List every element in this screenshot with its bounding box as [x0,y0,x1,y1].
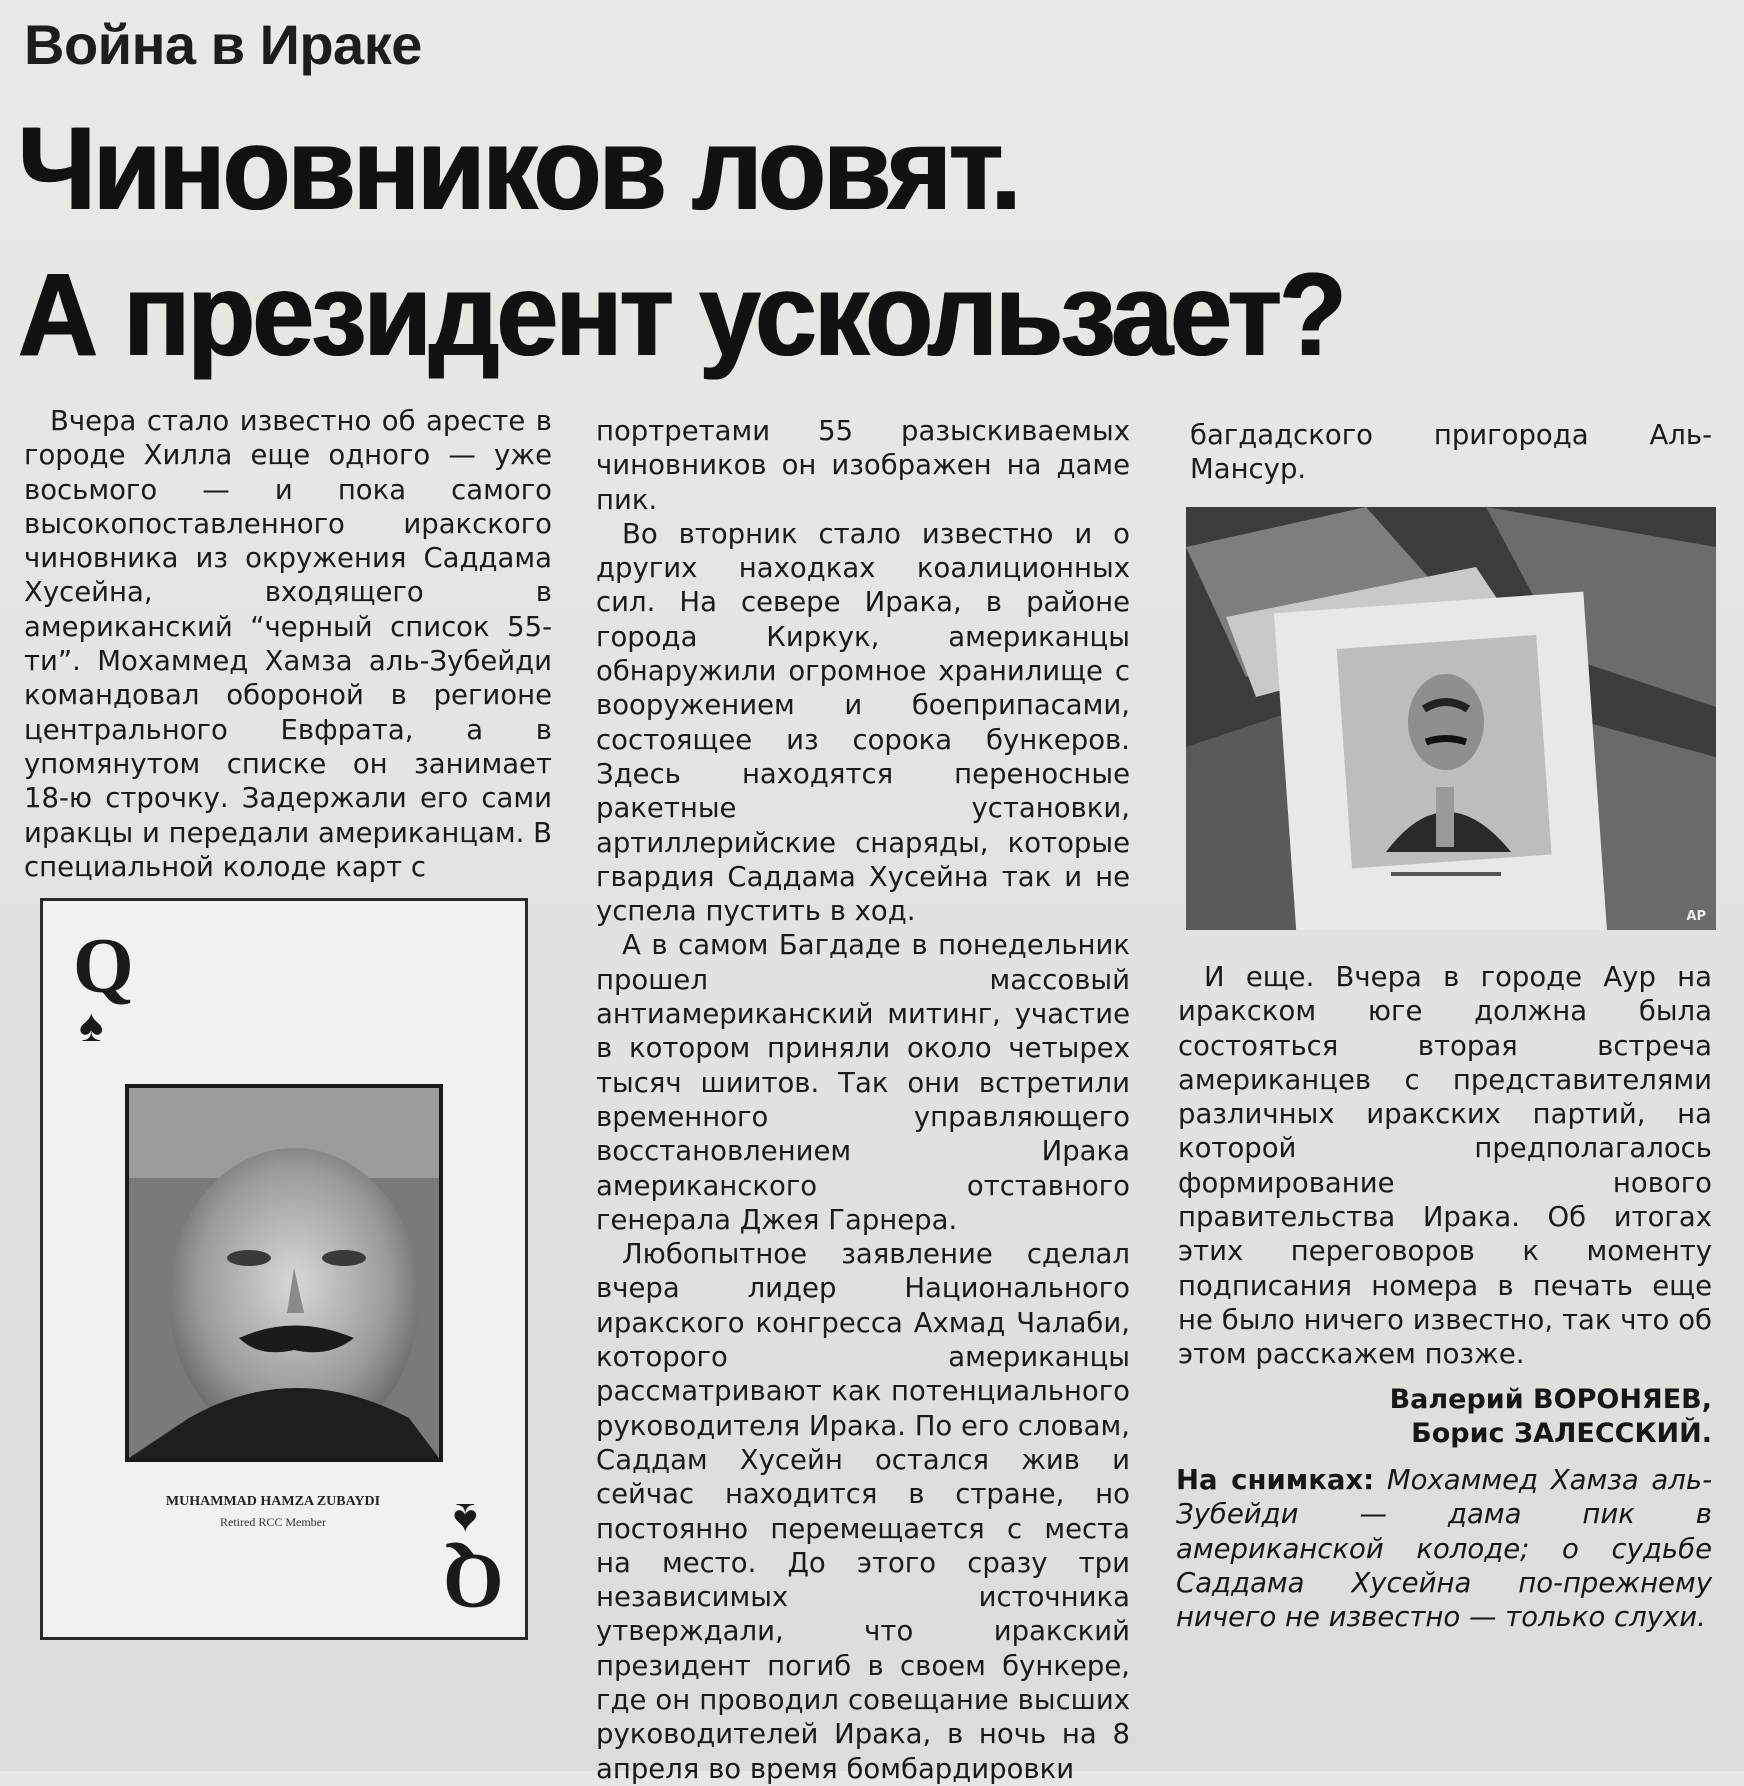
photo-credit: AP [1686,909,1706,924]
paragraph: Во вторник стало известно и о других находках коалиционных сил. На севере Ирака, в районе города Киркук, американцы обнаружили огромное хранилище с вооружением и боеприпасами, состоящее из сорока бункеров. Здесь находятся переносные ракетные установки, артиллерийские снаряды, которые гвардия Саддама Хусейна так и не успела пустить в ход. [596,517,1130,928]
playing-card-queen-of-spades [40,898,528,1640]
card-person-title: Retired RCC Member [220,1515,326,1529]
headline-line-1: Чиновников ловят. [18,103,1019,235]
article-column-3-bottom [1178,960,1712,1372]
byline-author-1: Валерий ВОРОНЯЕВ, [1389,1384,1712,1415]
card-person-name: MUHAMMAD HAMZA ZUBAYDI [165,1494,381,1509]
card-rank-bottom: Q [443,1538,504,1625]
article-column-1 [24,404,552,884]
article-column-3-top [1190,418,1712,487]
paragraph: багдадского пригорода Аль-Мансур. [1190,419,1712,486]
spade-icon: ♠ [79,1000,104,1051]
headline-line-2: А президент ускользает? [18,249,1345,381]
paragraph: А в самом Багдаде в понедельник прошел массовый антиамериканский митинг, участие в котором приняли около четырех тысяч шиитов. Так они встретили временного управляющего восстановлением Ирака американского отставного генерала Джея Гарнера. [596,929,1130,1236]
card-rank-top: Q [73,922,134,1009]
caption-text: Мохаммед Хамза аль-Зубейди — дама пик в американской колоде; о судьбе Саддама Хусейна по-прежнему ничего не известно — только слухи. [1176,1464,1712,1634]
portrait-illustration [129,1088,439,1458]
paragraph: Любопытное заявление сделал вчера лидер Национального иракского конгресса Ахмад Чалаби, которого американцы рассматривают как потенциального руководителя Ирака. По его словам, Саддам Хусейн остался жив и сейчас находится в стране, но постоянно перемещается с места на место. До этого сразу три независимых источника утверждали, что иракский президент погиб в своем бункере, где он проводил совещание высших руководителей Ирака, в ночь на 8 апреля во время бомбардировки [596,1238,1130,1785]
paragraph: портретами 55 разыскиваемых чиновников он изображен на даме пик. [596,415,1130,516]
article-column-2 [596,414,1130,1786]
byline-author-2: Борис ЗАЛЕССКИЙ. [1411,1418,1712,1449]
paragraph: Вчера стало известно об аресте в городе Хилла еще одного — уже восьмого — и пока самого высокопоставленного иракского чиновника из окружения Саддама Хусейна, входящего в американский “черный список 55-ти”. Мохаммед Хамза аль-Зубейди командовал обороной в регионе центрального Евфрата, а в упомянутом списке он занимает 18-ю строчку. Задержали его сами иракцы и передали американцам. В специальной колоде карт с [24,405,552,883]
paragraph: И еще. Вчера в городе Аур на иракском юге должна была состояться вторая встреча американцев с представителями различных иракских партий, на которой предполагалось формирование нового правительства Ирака. Об итогах этих переговоров к моменту подписания номера в печать еще не было ничего известно, так что об этом расскажем позже. [1178,961,1712,1371]
photo-caption [1176,1463,1712,1634]
section-kicker: Война в Ираке [24,13,422,76]
cards-pile-illustration [1186,507,1716,930]
card-portrait-photo [125,1084,443,1462]
caption-label: На снимках: [1176,1464,1375,1496]
saddam-card-photo [1186,507,1716,930]
spade-icon: ♠ [453,1494,478,1545]
